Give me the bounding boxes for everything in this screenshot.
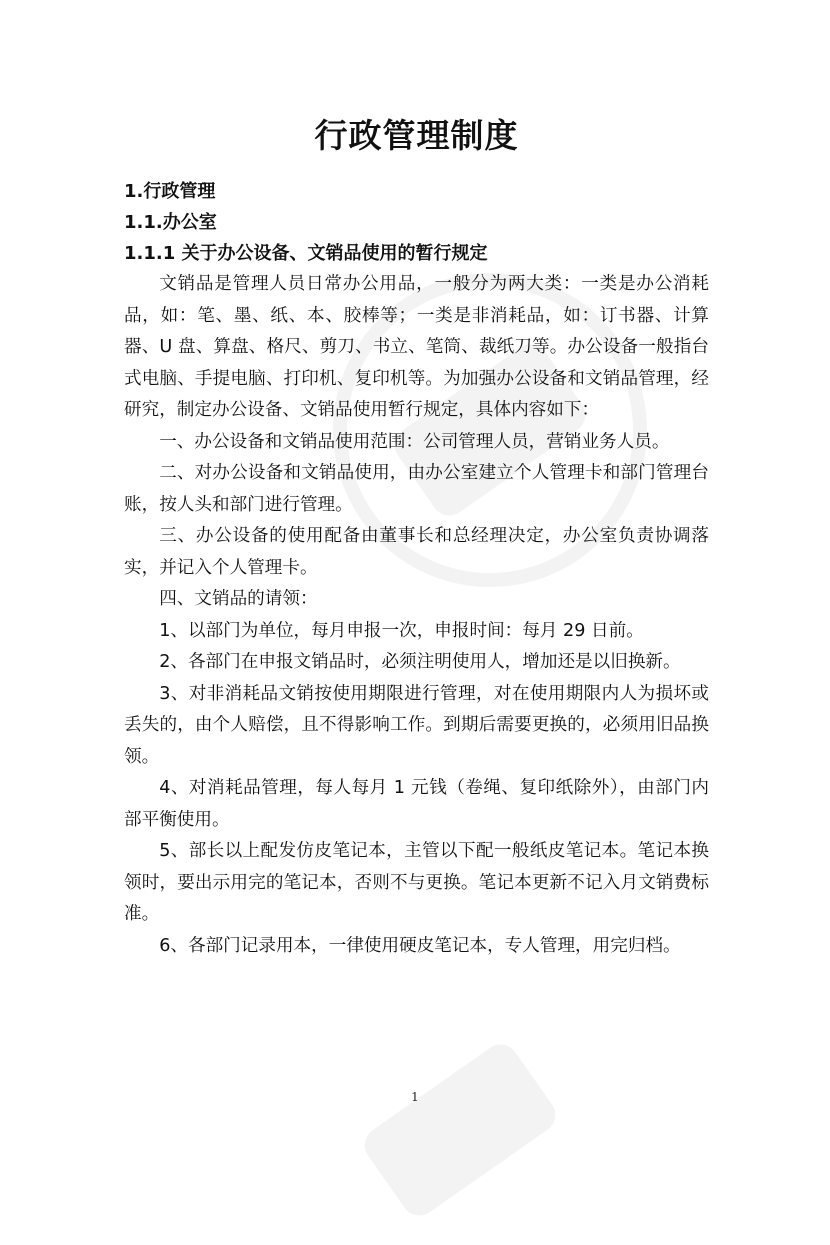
paragraph-item-4: 4、对消耗品管理，每人每月 1 元钱（卷绳、复印纸除外），由部门内部平衡使用。	[124, 778, 709, 830]
paragraph-rule-2: 二、对办公设备和文销品使用，由办公室建立个人管理卡和部门管理台账，按人头和部门进行管理。	[124, 463, 709, 515]
heading-level-3: 1.1.1 关于办公设备、文销品使用的暂行规定	[124, 243, 488, 264]
paragraph-item-5: 5、部长以上配发仿皮笔记本，主管以下配一般纸皮笔记本。笔记本换领时，要出示用完的笔记本，否则不与更换。笔记本更新不记入月文销费标准。	[124, 841, 709, 924]
paragraph-item-3: 3、对非消耗品文销按使用期限进行管理，对在使用期限内人为损坏或丢失的，由个人赔偿，且不得影响工作。到期后需要更换的，必须用旧品换领。	[124, 683, 709, 767]
document-title: 行政管理制度	[314, 116, 519, 155]
paragraph-item-2: 2、各部门在申报文销品时，必须注明使用人，增加还是以旧换新。	[159, 652, 681, 672]
paragraph-rule-4: 四、文销品的请领：	[159, 589, 318, 609]
paragraph-rule-1: 一、办公设备和文销品使用范围：公司管理人员，营销业务人员。	[159, 431, 670, 452]
document-body	[124, 110, 709, 962]
paragraph-item-1: 1、以部门为单位，每月申报一次，申报时间：每月 29 日前。	[159, 620, 644, 641]
watermark-graphic-bottom	[338, 1015, 582, 1244]
page-number: 1	[411, 1090, 419, 1104]
paragraph-item-6: 6、各部门记录用本，一律使用硬皮笔记本，专人管理，用完归档。	[159, 935, 681, 956]
heading-level-1: 1.行政管理	[124, 181, 216, 202]
paragraph-rule-3: 三、办公设备的使用配备由董事长和总经理决定，办公室负责协调落实，并记入个人管理卡。	[124, 526, 709, 578]
heading-level-2: 1.1.办公室	[124, 212, 217, 233]
paragraph-intro: 文销品是管理人员日常办公用品，一般分为两大类：一类是办公消耗品，如：笔、墨、纸、本、胶棒等；一类是非消耗品，如：订书器、计算器、U 盘、算盘、格尺、剪刀、书立、笔筒、裁纸刀等。办公设备一般指台式电脑、手提电脑、打印机、复印机等。为加强办公设备和文销品管理，经研究，制定办公设备、文销品使用暂行规定，具体内容如下：	[124, 274, 709, 420]
